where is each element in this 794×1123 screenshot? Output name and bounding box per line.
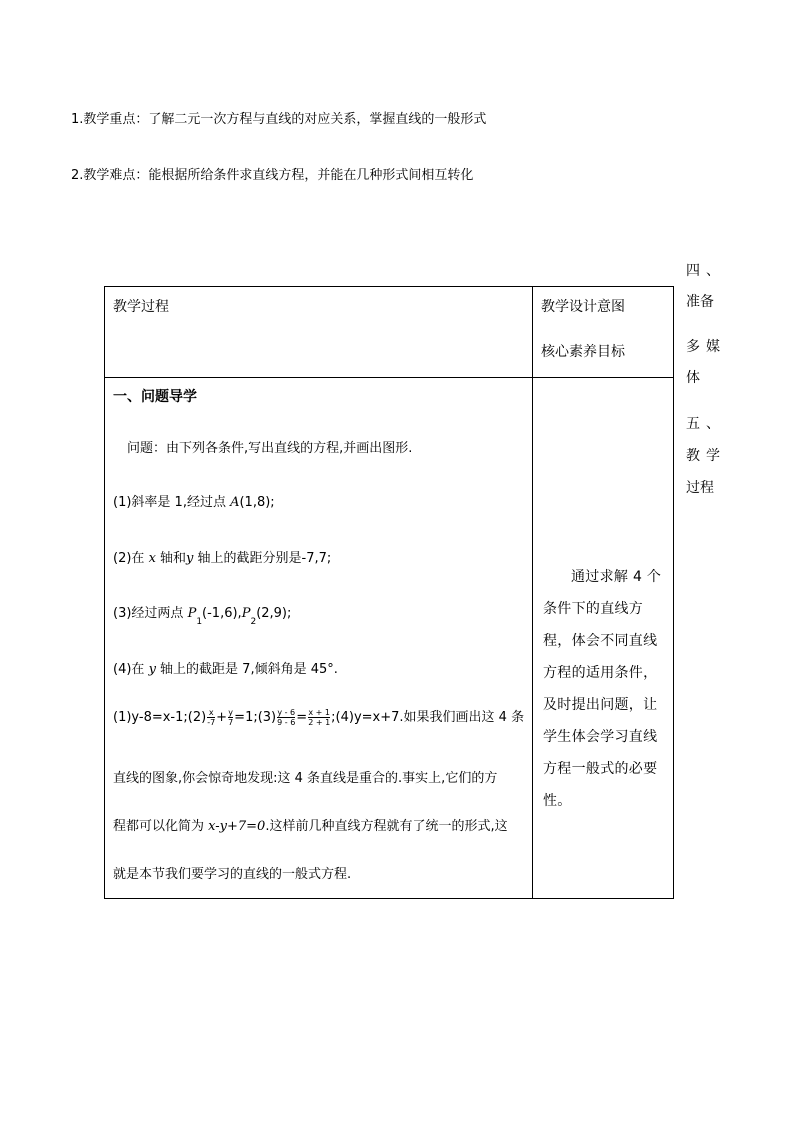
subscript: 2 (250, 617, 257, 627)
item-text: 轴和 (155, 551, 187, 566)
side-label-teach (686, 445, 720, 465)
header-process: 教学过程 (113, 299, 169, 315)
header-intent: 教学设计意图 (541, 299, 625, 315)
header-left-cell (105, 287, 533, 378)
item-3 (113, 602, 292, 627)
side-char: 、 (706, 416, 720, 432)
side-char: 五 (686, 416, 700, 432)
denominator: 9 - 6 (277, 718, 296, 727)
item-4 (113, 658, 338, 677)
math-var: P (187, 606, 197, 621)
math-var: y (186, 551, 194, 566)
fraction (277, 708, 295, 727)
item-1 (113, 491, 275, 510)
denominator: 2 + 1 (308, 718, 331, 727)
section-title: 一、问题导学 (113, 389, 197, 405)
denominator: 7 (228, 718, 234, 727)
side-label-process: 过程 (686, 480, 714, 496)
intent-content-cell (533, 378, 674, 899)
math-var: x (148, 551, 156, 566)
side-label-4 (686, 260, 720, 280)
answer-text: ;(4)y=x+7.如果我们画出这 4 条 (331, 710, 525, 725)
side-char: 学 (706, 448, 720, 464)
item-text: (2)在 (113, 551, 149, 566)
question-text: 问题：由下列各条件,写出直线的方程,并画出图形. (127, 441, 413, 456)
side-char: 四 (686, 263, 700, 279)
answer-text: + (216, 710, 228, 725)
difficult-point: 2.教学难点：能根据所给条件求直线方程，并能在几种形式间相互转化 (71, 168, 474, 183)
side-char: 多 (686, 339, 700, 355)
item-text: (1,8); (239, 495, 275, 510)
item-text: (3)经过两点 (113, 606, 188, 621)
answer-line (113, 706, 524, 727)
numerator: y (228, 708, 233, 717)
header-right-cell (533, 287, 674, 378)
item-2 (113, 547, 331, 566)
math-var: A (230, 495, 240, 510)
numerator: x (208, 708, 214, 717)
paragraph-line-3 (113, 815, 508, 834)
equation: x-y+7=0 (208, 819, 266, 834)
item-text: (-1,6), (202, 606, 242, 621)
numerator: y - 6 (277, 708, 296, 717)
design-intent-text: 通过求解 4 个条件下的直线方程，体会不同直线方程的适用条件，及时提出问题，让学生体会学习直线方程一般式的必要性。 (543, 569, 662, 809)
answer-text: =1;(3) (234, 710, 277, 725)
side-char: 、 (706, 263, 720, 279)
item-text: (4)在 (113, 662, 149, 677)
side-char: 教 (686, 448, 700, 464)
math-var: y (148, 662, 156, 677)
paragraph-text: .这样前几种直线方程就有了统一的形式,这 (265, 819, 508, 834)
paragraph-line-4: 就是本节我们要学习的直线的一般式方程. (113, 867, 352, 882)
side-char: 媒 (706, 339, 720, 355)
fraction (308, 708, 330, 727)
math-var: P (241, 606, 251, 621)
side-label-media: 体 (686, 370, 700, 386)
fraction (228, 708, 233, 727)
paragraph-text: 程都可以化简为 (113, 819, 209, 834)
paragraph-line-2: 直线的图象,你会惊奇地发现:这 4 条直线是重合的.事实上,它们的方 (113, 771, 498, 786)
item-text: (1)斜率是 1,经过点 (113, 495, 231, 510)
side-label-prepare: 准备 (686, 294, 714, 310)
denominator: -7 (207, 718, 216, 727)
subscript: 1 (196, 617, 203, 627)
answer-text: (1)y-8=x-1;(2) (113, 710, 207, 725)
side-label-multi (686, 336, 720, 356)
numerator: x + 1 (308, 708, 330, 717)
answer-text: = (296, 710, 308, 725)
fraction (207, 708, 215, 727)
process-content-cell (105, 378, 533, 899)
side-label-5 (686, 413, 720, 433)
item-text: 轴上的截距分别是-7,7; (193, 551, 332, 566)
key-point: 1.教学重点：了解二元一次方程与直线的对应关系，掌握直线的一般形式 (71, 112, 487, 127)
item-text: 轴上的截距是 7,倾斜角是 45°. (155, 662, 338, 677)
item-text: (2,9); (256, 606, 292, 621)
lesson-table (104, 286, 674, 899)
header-goal: 核心素养目标 (541, 344, 625, 360)
